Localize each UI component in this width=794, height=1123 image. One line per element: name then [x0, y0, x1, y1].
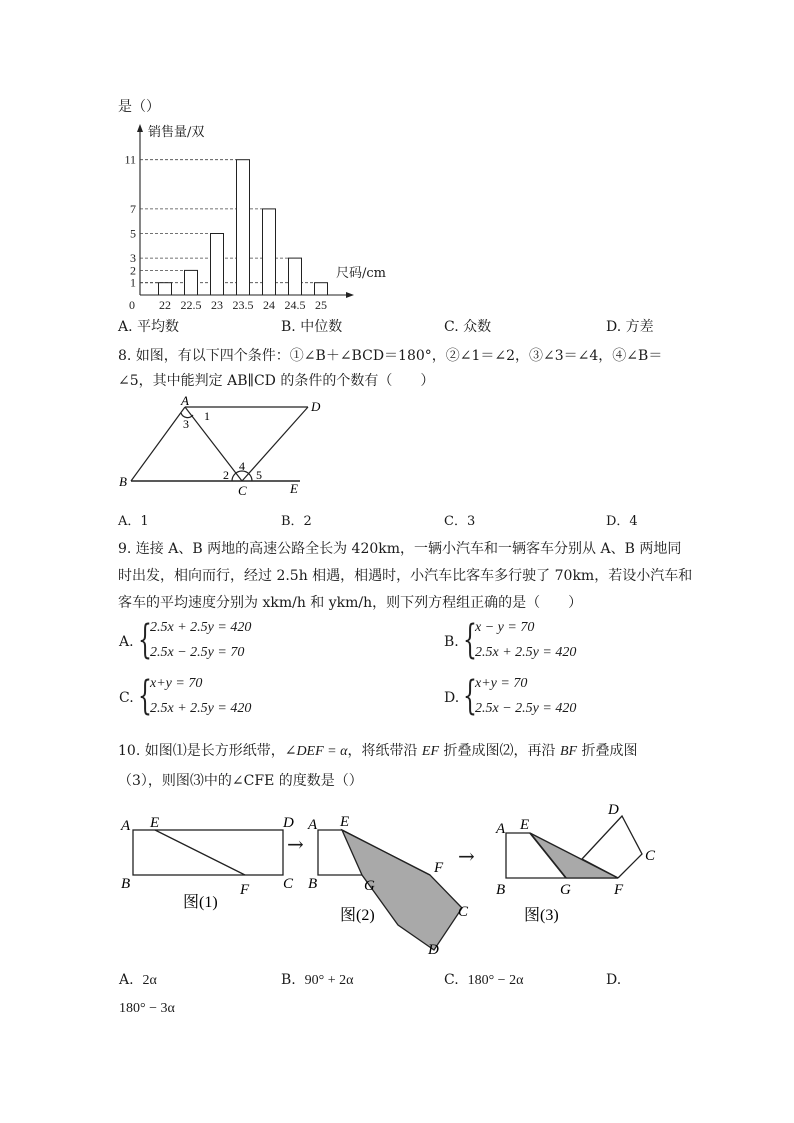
fig3-shaded-region [530, 833, 618, 878]
chart-y-tick-label: 1 [130, 275, 136, 290]
q9-option-b-eq2: 2.5x + 2.5y = 420 [475, 645, 577, 660]
q8-label-e: E [290, 481, 298, 496]
q8-label-d: D [311, 399, 321, 414]
fig3-label-b: B [496, 882, 506, 898]
chart-y-tick-label: 7 [130, 201, 136, 216]
q9-option-c-brace: { [138, 673, 152, 719]
q9-stem-line1: 9. 连接 A、B 两地的高速公路全长为 420km，一辆小汽车和一辆客车分别从 A、B 两地同 [118, 541, 682, 557]
q8-stem-line2: ∠5，其中能判定 AB∥CD 的条件的个数有（ ） [118, 373, 435, 389]
q10-stem-part1: 10. 如图⑴是长方形纸带， [118, 743, 285, 759]
q8-label-b: B [119, 474, 127, 489]
chart-origin-label: 0 [129, 298, 135, 312]
fig2-caption: 图(2) [340, 907, 375, 924]
fig2-label-g: G [364, 878, 375, 894]
chart-bar [185, 270, 198, 295]
chart-y-tick-label: 3 [130, 251, 136, 266]
q10-option-a-value: 2α [142, 973, 157, 988]
q10-stem-ef: EF [421, 744, 440, 759]
q8-angle-4: 4 [239, 459, 245, 473]
fig1-label-d: D [283, 815, 294, 831]
q10-figure-1 [115, 808, 300, 918]
chart-bar [211, 234, 224, 296]
q9-option-c-eq1: x+y = 70 [150, 676, 203, 691]
q9-option-a-eq1: 2.5x + 2.5y = 420 [150, 620, 252, 635]
q8-angle-2: 2 [223, 468, 229, 482]
q8-line-ac [185, 407, 242, 481]
chart-y-arrow [137, 124, 143, 132]
chart-x-tick-label: 25 [315, 298, 327, 312]
q9-option-c-eq2: 2.5x + 2.5y = 420 [150, 701, 252, 716]
q10-stem-bf: BF [559, 744, 578, 759]
q8-option-c[interactable]: C．3 [444, 514, 476, 529]
fig1-caption: 图(1) [183, 894, 218, 911]
q7-option-a[interactable]: A. 平均数 [118, 319, 180, 335]
q10-stem-part2: ，将纸带沿 [347, 743, 418, 759]
fig3-label-a: A [496, 821, 506, 837]
chart-xlabel: 尺码/cm [336, 266, 386, 281]
q10-arrow-2: → [458, 844, 475, 868]
fig1-rectangle [133, 830, 283, 875]
fig3-caption: 图(3) [524, 907, 559, 924]
q10-option-b-label: B. [281, 972, 296, 988]
q8-option-a[interactable]: A．1 [118, 514, 149, 529]
chart-bar [315, 283, 328, 295]
q10-option-a[interactable] [119, 972, 157, 989]
q8-option-d[interactable]: D．4 [606, 514, 638, 529]
q8-figure [115, 393, 321, 500]
q9-option-d-eq2: 2.5x − 2.5y = 420 [475, 701, 577, 716]
fig3-label-e: E [520, 817, 530, 833]
q10-option-c[interactable] [444, 972, 523, 989]
q10-stem-line1 [118, 740, 638, 760]
q7-option-c[interactable]: C. 众数 [444, 319, 492, 335]
q10-option-c-label: C. [444, 972, 459, 988]
q10-figure-2 [302, 808, 482, 958]
q8-angle-1: 1 [204, 409, 210, 423]
fig2-label-f: F [434, 860, 444, 876]
q9-option-d-eq1: x+y = 70 [475, 676, 528, 691]
q10-option-d-value: 180° − 3α [119, 1001, 175, 1016]
q9-option-a-label[interactable]: A. [119, 634, 134, 650]
chart-x-tick-label: 24.5 [284, 298, 306, 312]
fig2-label-d: D [428, 942, 439, 958]
fig1-label-a: A [121, 818, 131, 834]
chart-bar [159, 283, 172, 295]
q10-option-b[interactable] [281, 972, 354, 989]
fig2-label-e: E [340, 814, 350, 830]
fig2-label-a: A [308, 817, 318, 833]
q10-stem-part4: 折叠成图 [581, 743, 638, 759]
fig1-line-ef [155, 830, 245, 875]
q10-option-a-label: A. [119, 972, 134, 988]
fig1-label-b: B [121, 876, 131, 892]
chart-y-tick-label: 5 [130, 226, 136, 241]
q9-option-a-brace: { [138, 617, 152, 663]
q8-angle-5: 5 [256, 468, 262, 482]
fig3-label-d: D [608, 802, 619, 818]
q9-option-d-brace: { [463, 673, 477, 719]
q7-option-d[interactable]: D. 方差 [606, 319, 654, 335]
q8-stem-line1: 8. 如图，有以下四个条件：①∠B＋∠BCD＝180°，②∠1＝∠2，③∠3＝∠4，④∠B＝ [118, 348, 663, 364]
q9-stem-line3: 客车的平均速度分别为 xkm/h 和 ykm/h，则下列方程组正确的是（ ） [118, 595, 583, 611]
chart-x-tick-label: 24 [263, 298, 275, 312]
q7-stem-tail: 是（） [118, 99, 160, 115]
q8-line-cd [242, 407, 308, 481]
q9-option-a-eq2: 2.5x − 2.5y = 70 [150, 645, 245, 660]
q8-label-a: A [181, 393, 189, 408]
q7-option-b[interactable]: B. 中位数 [281, 319, 343, 335]
q9-option-d-label[interactable]: D. [444, 690, 460, 706]
fig3-label-g: G [560, 882, 571, 898]
q9-option-c-label[interactable]: C. [119, 690, 134, 706]
q8-angle-3: 3 [183, 417, 189, 431]
fig3-label-f: F [614, 882, 624, 898]
q8-option-b[interactable]: B．2 [281, 514, 312, 529]
fig1-label-f: F [240, 882, 250, 898]
q9-option-b-eq1: x − y = 70 [475, 620, 535, 635]
fig2-label-c: C [458, 904, 469, 920]
chart-x-tick-label: 22 [159, 298, 171, 312]
q10-figure-3 [490, 798, 665, 928]
q8-label-c: C [238, 483, 247, 498]
chart-x-tick-label: 23 [211, 298, 223, 312]
chart-bar [237, 160, 250, 295]
q10-option-d-label[interactable]: D. [606, 972, 622, 988]
chart-y-tick-label: 2 [130, 263, 136, 278]
q10-stem-part3: 折叠成图⑵，再沿 [443, 743, 556, 759]
q10-stem-angle: ∠DEF = α [284, 744, 348, 759]
q10-arrow-1: → [287, 832, 304, 856]
chart-x-tick-label: 23.5 [232, 298, 254, 312]
chart-ylabel: 销售量/双 [148, 125, 205, 140]
chart-x-arrow [346, 292, 354, 298]
fig2-label-b: B [308, 876, 318, 892]
chart-bar [263, 209, 276, 295]
chart-y-tick-label: 11 [124, 152, 136, 167]
fig1-label-e: E [150, 815, 160, 831]
fig3-label-c: C [645, 848, 656, 864]
chart-x-tick-label: 22.5 [180, 298, 202, 312]
q9-stem-line2: 时出发，相向而行，经过 2.5h 相遇，相遇时，小汽车比客车多行驶了 70km，若设小汽车和 [118, 568, 693, 584]
q9-option-b-label[interactable]: B. [444, 634, 459, 650]
q10-option-b-value: 90° + 2α [304, 973, 354, 988]
q8-line-ab [131, 407, 185, 481]
q10-option-c-value: 180° − 2α [467, 973, 524, 988]
q9-option-b-brace: { [463, 617, 477, 663]
fig2-folded-strip [342, 830, 462, 950]
chart-bar [289, 258, 302, 295]
q10-stem-line2: （3），则图⑶中的∠CFE 的度数是（） [118, 773, 363, 789]
fig1-label-c: C [283, 876, 294, 892]
